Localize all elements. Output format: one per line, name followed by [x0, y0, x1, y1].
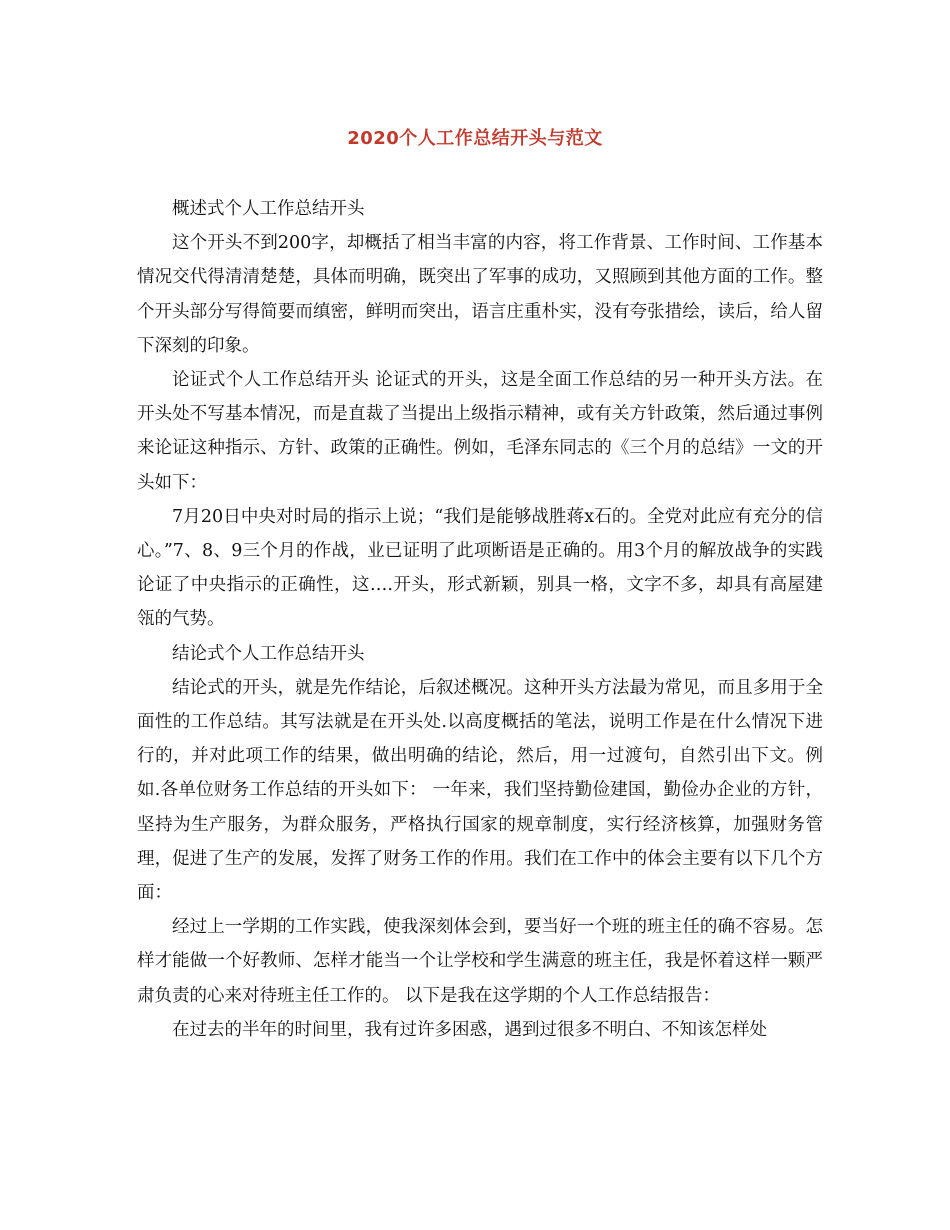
document-title: 2020个人工作总结开头与范文 [347, 128, 603, 149]
paragraph: 7月20日中央对时局的指示上说；“我们是能够战胜蒋x石的。全党对此应有充分的信心。”7、8、9三个月的作战，业已证明了此项断语是正确的。用3个月的解放战争的实践论证了中央指示的正确性，这….开头，形式新颖，别具一格，文字不多，却具有高屋建瓴的气势。 [137, 506, 823, 630]
paragraph: 结论式的开头，就是先作结论，后叙述概况。这种开头方法最为常见，而且多用于全面性的工作总结。其写法就是在开头处.以高度概括的笔法，说明工作是在什么情况下进行的，并对此项工作的结果，做出明确的结论，然后，用一过渡句，自然引出下文。例如.各单位财务工作总结的开头如下： 一年来，我们坚持勤俭建国，勤俭办企业的方针，坚持为生产服务，为群众服务，严格执行国家的规章制度，实行经济核算，加强财务管理，促进了生产的发展，发挥了财务工作的作用。我们在工作中的体会主要有以下几个方面： [137, 677, 823, 904]
paragraph: 在过去的半年的时间里，我有过许多困惑，遇到过很多不明白、不知该怎样处 [172, 1019, 767, 1040]
paragraph: 经过上一学期的工作实践，使我深刻体会到，要当好一个班的班主任的确不容易。怎样才能做一个好教师、怎样才能当一个让学校和学生满意的班主任，我是怀着这样一颗严肃负责的心来对待班主任工作的。 以下是我在这学期的个人工作总结报告： [137, 917, 823, 1006]
paragraph: 论证式个人工作总结开头 论证式的开头，这是全面工作总结的另一种开头方法。在开头处不写基本情况，而是直裁了当提出上级指示精神，或有关方针政策，然后通过事例来论证这种指示、方针、政策的正确性。例如，毛泽东同志的《三个月的总结》一文的开头如下： [137, 370, 823, 493]
paragraph-heading-conclusion: 结论式个人工作总结开头 [172, 643, 365, 664]
document-body [137, 192, 823, 1047]
paragraph: 这个开头不到200字，却概括了相当丰富的内容，将工作背景、工作时间、工作基本情况交代得清清楚楚，具体而明确，既突出了军事的成功，又照顾到其他方面的工作。整个开头部分写得简要而缜密，鲜明而突出，语言庄重朴实，没有夸张措绘，读后，给人留下深刻的印象。 [137, 233, 823, 356]
paragraph-heading-overview: 概述式个人工作总结开头 [172, 199, 365, 219]
